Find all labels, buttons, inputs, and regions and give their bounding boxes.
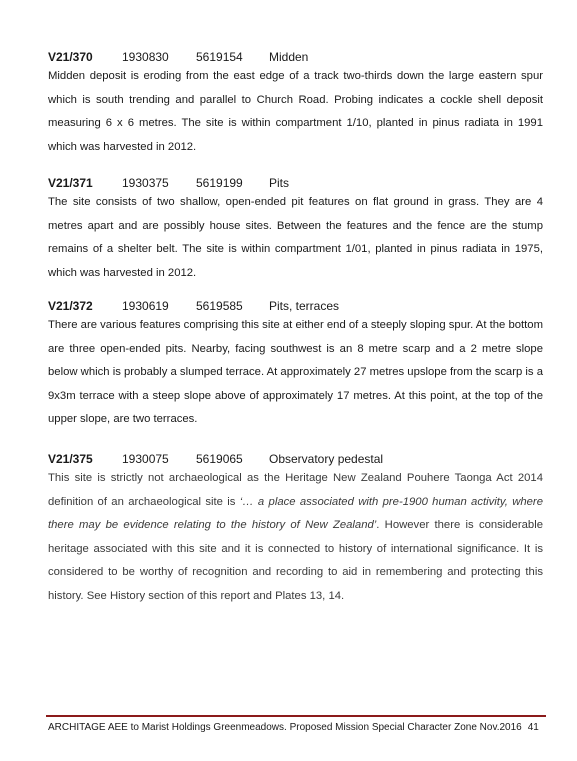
site-entry-v21-372 bbox=[48, 299, 543, 432]
site-type: Pits bbox=[269, 176, 290, 190]
site-header bbox=[48, 452, 543, 466]
description-text: . However there is considerable heritage associated with this site and it is connected to history of international significance. It is considered to be worthy of recognition and recording to aid in remembering and protecting this history. See History section of this report and Plates 13, 14. bbox=[48, 519, 543, 602]
site-type: Midden bbox=[269, 50, 309, 64]
site-easting: 1930375 bbox=[122, 176, 169, 190]
site-header bbox=[48, 299, 543, 313]
footer-rule bbox=[46, 715, 546, 717]
site-header bbox=[48, 176, 543, 190]
site-northing: 5619065 bbox=[196, 452, 243, 466]
site-header bbox=[48, 50, 543, 64]
site-northing: 5619585 bbox=[196, 299, 243, 313]
site-type: Pits, terraces bbox=[269, 299, 340, 313]
footer-text: ARCHITAGE AEE to Marist Holdings Greenmeadows. Proposed Mission Special Character Zone Nov.2016 bbox=[48, 722, 522, 733]
description-text: This site is strictly not archaeological as the Heritage New Zealand Pouhere Taonga Act 2014 definition of an archaeological site is bbox=[48, 472, 543, 508]
site-id: V21/371 bbox=[48, 176, 93, 190]
site-description: Midden deposit is eroding from the east edge of a track two-thirds down the large eastern spur which is south trending and parallel to Church Road. Probing indicates a cockle shell deposit measuring 6 x 6 metres. The site is within compartment 1/10, planted in pinus radiata in 1991 which was harvested in 2012. bbox=[48, 70, 543, 153]
site-id: V21/375 bbox=[48, 452, 93, 466]
site-description: The site consists of two shallow, open-ended pit features on flat ground in grass. They are 4 metres apart and are possibly house sites. Between the features and the fence are the stump remains of a shelter belt. The site is within compartment 1/01, planted in pinus radiata in 1975, which was harvested in 2012. bbox=[48, 196, 543, 279]
site-entry-v21-370 bbox=[48, 50, 543, 159]
site-easting: 1930075 bbox=[122, 452, 169, 466]
page-footer bbox=[48, 722, 548, 733]
site-description bbox=[48, 467, 543, 608]
page-number: 41 bbox=[527, 722, 539, 733]
site-id: V21/370 bbox=[48, 50, 93, 64]
site-easting: 1930619 bbox=[122, 299, 169, 313]
site-id: V21/372 bbox=[48, 299, 93, 313]
site-northing: 5619154 bbox=[196, 50, 243, 64]
site-type: Observatory pedestal bbox=[269, 452, 384, 466]
site-entry-v21-371 bbox=[48, 176, 543, 285]
site-northing: 5619199 bbox=[196, 176, 243, 190]
site-entry-v21-375 bbox=[48, 452, 543, 608]
definition-quote: ‘… a place associated with pre-1900 human activity, where there may be evidence relating to the history of New Zealand’ bbox=[48, 495, 543, 531]
site-description: There are various features comprising this site at either end of a steeply sloping spur. At the bottom are three open-ended pits. Nearby, facing southwest is an 8 metre scarp and a 2 metre slope below which is probably a slumped terrace. At approximately 27 metres upslope from the scarp is a 9x3m terrace with a steep slope above of approximately 17 metres. At this point, at the top of the upper slope, are two terraces. bbox=[48, 319, 543, 425]
site-easting: 1930830 bbox=[122, 50, 169, 64]
